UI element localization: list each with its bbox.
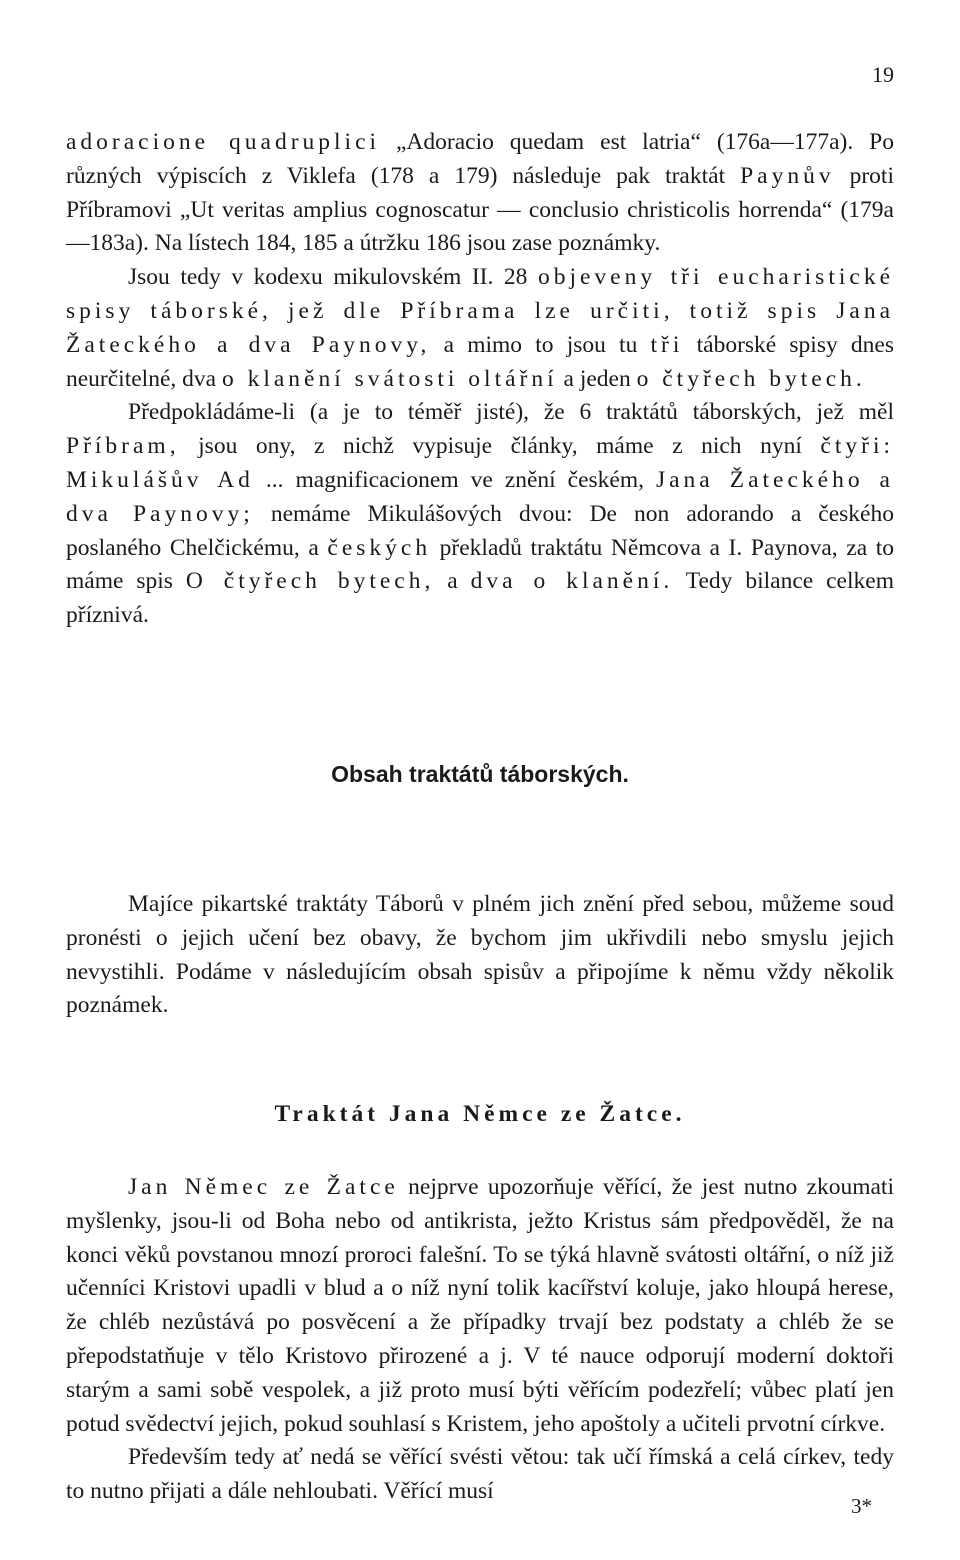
text-run: táborské spisy dnes neurčitelné, dva [66, 331, 894, 392]
spaced-text: Jana Žateckého a dva Paynovy; [66, 466, 894, 527]
text-run: a [434, 568, 471, 595]
spaced-text: objeveny tři eucharistické spisy táborské, jež dle Příbrama lze určiti, totiž spis Jana Žateckého a dva Paynovy, [66, 264, 895, 358]
spaced-text: adoracione quadruplici [66, 129, 381, 155]
signature-mark: 3* [851, 1494, 872, 1518]
paragraph-assumption [66, 396, 894, 633]
spaced-text: čtyři: Mikulášův Ad [66, 433, 894, 493]
text-run: Jsou tedy v kodexu mikulovském II. 28 [128, 264, 538, 291]
section-heading-traktat: Traktát Jana Němce ze Žatce. [274, 1101, 686, 1127]
spaced-text: tři [650, 331, 684, 358]
paragraph-eucharistic-tracts [66, 261, 894, 396]
spaced-text: Paynův [740, 162, 835, 189]
text-run: překladů traktátu Němcova a I. Paynova, za to máme spis [66, 534, 895, 595]
body-text-bottom [66, 1171, 894, 1509]
text-run: jsou ony, z nichž vypisuje články, máme z nich nyní [179, 433, 821, 460]
spaced-text: dva o klanění. [470, 568, 674, 595]
paragraph-jan-nemec [66, 1171, 894, 1441]
spaced-text: Příbram, [66, 433, 180, 460]
spaced-text: O čtyřech bytech, [185, 568, 435, 595]
text-run: Předpokládáme-li (a je to téměř jisté), že 6 traktátů táborských, jež měl [128, 399, 894, 426]
spaced-text: českých [327, 534, 432, 561]
spaced-text: o klanění svátosti oltářní [221, 365, 558, 392]
paragraph-kodex-contents [66, 126, 894, 261]
paragraph-intro: Majíce pikartské traktáty Táborů v plném jich znění před sebou, můžeme soud pronésti o jejich učení bez obavy, že bychom jim ukřivdili nebo smyslu jejich nevystihli. Podáme v následujícím obsah spisův a připojíme k němu vždy několik poznámek. [66, 891, 894, 1019]
text-run: ... magnificacionem ve znění českém, [253, 466, 656, 493]
text-run: Tedy bilance celkem příznivá. [66, 568, 894, 629]
body-text-middle [66, 888, 894, 1023]
text-run: a jeden [557, 365, 637, 392]
text-run: nemáme Mikulášových dvou: De non adorando a českého poslaného Chelčickému, a [66, 500, 894, 561]
spaced-text: o čtyřech bytech. [636, 365, 866, 392]
section-heading-obsah: Obsah traktátů táborských. [331, 761, 629, 787]
text-run: „Adoracio quedam est latria“ (176a—177a). Po různých výpiscích z Viklefa (178 a 179) následuje pak traktát [66, 129, 894, 189]
spaced-text: Jan Němec ze Žatce [128, 1174, 399, 1200]
paragraph-predevsim: Především tedy ať nedá se věřící svésti větou: tak učí římská a celá církev, tedy to nutno přijati a dále nehloubati. Věřící musí [66, 1444, 894, 1505]
text-run: a mimo to jsou tu [430, 331, 651, 358]
page-number: 19 [872, 62, 894, 87]
body-text-top [66, 126, 894, 633]
text-run: proti Příbramovi „Ut veritas amplius cognoscatur — conclusio christicolis horrenda“ (179a—183a). Na lístech 184, 185 a útržku 186 jsou zase poznámky. [66, 162, 894, 257]
text-run: nejprve upozorňuje věřící, že jest nutno zkoumati myšlenky, jsou-li od Boha nebo od antikrista, ježto Kristus sám předpověděl, že na konci věků povstanou mnozí proroci falešní. To se týká hlavně svátosti oltářní, o níž již učenníci Kristovi upadli v blud a o níž nyní tolik kacířství koluje, jako hloupá herese, že chléb nezůstává po posvěcení a že případky trvají bez podstaty a chléb že se přepodstatňuje v tělo Kristovo přirozené a j. V té nauce odporují moderní doktoři starým a sami sobě vespolek, a již proto musí býti věřícím podezřelí; vůbec platí jen potud svědectví jejich, pokud souhlasí s Kristem, jeho apoštoly a učiteli prvotní církve. [66, 1174, 894, 1437]
